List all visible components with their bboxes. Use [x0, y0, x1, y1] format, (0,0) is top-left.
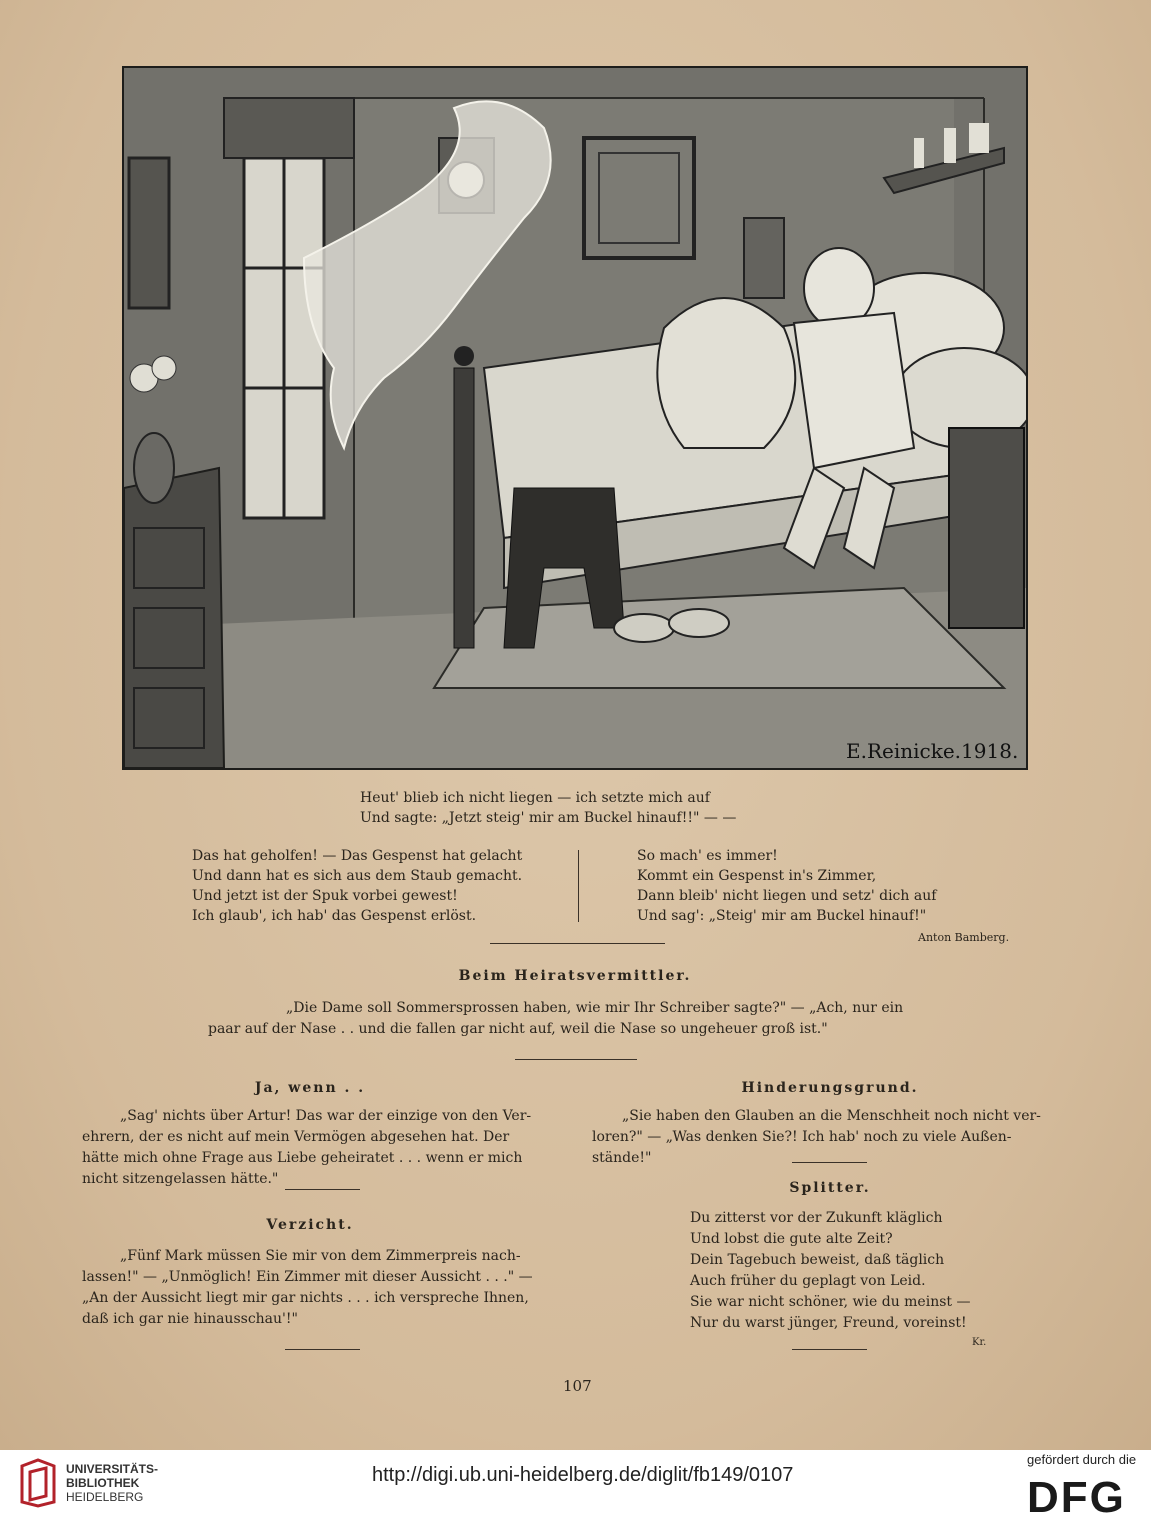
page-number: 107: [563, 1377, 592, 1395]
heiratsvermittler-line-2: paar auf der Nase . . und die fallen gar nicht auf, weil die Nase so ungeheuer groß ist.": [208, 1021, 828, 1037]
section-rule-1: [490, 943, 665, 944]
verzicht-line-4: daß ich gar nie hinausschau'!": [82, 1311, 298, 1327]
splitter-line-3: Dein Tagebuch beweist, daß täglich: [690, 1252, 945, 1268]
heading-hinderungsgrund: Hinderungsgrund.: [741, 1080, 919, 1096]
ja-wenn-line-1: „Sag' nichts über Artur! Das war der einzige von den Ver-: [120, 1108, 532, 1124]
splitter-author: Kr.: [972, 1337, 987, 1348]
hinderungsgrund-line-2: loren?" — „Was denken Sie?! Ich hab' noch zu viele Außen-: [592, 1129, 1012, 1145]
heading-verzicht: Verzicht.: [266, 1217, 354, 1233]
dfg-logo: DFG: [1027, 1473, 1126, 1522]
ja-wenn-line-3: hätte mich ohne Frage aus Liebe geheiratet . . . wenn er mich: [82, 1150, 523, 1166]
section-rule-6: [792, 1349, 867, 1350]
verzicht-line-2: lassen!" — „Unmöglich! Ein Zimmer mit dieser Aussicht . . ." —: [82, 1269, 533, 1285]
poem-left-line-4: Ich glaub', ich hab' das Gespenst erlöst.: [192, 908, 477, 924]
poem-left-line-2: Und dann hat es sich aus dem Staub gemacht.: [192, 868, 523, 884]
artist-signature: E.Reinicke.1918.: [846, 739, 1019, 763]
poem-top-line-1: Heut' blieb ich nicht liegen — ich setzte mich auf: [360, 790, 710, 806]
splitter-line-2: Und lobst die gute alte Zeit?: [690, 1231, 893, 1247]
illustration-drawing: [124, 68, 1026, 768]
section-rule-3: [285, 1189, 360, 1190]
column-divider: [578, 850, 579, 922]
hinderungsgrund-line-1: „Sie haben den Glauben an die Menschheit noch nicht ver-: [622, 1108, 1041, 1124]
poem-left-line-3: Und jetzt ist der Spuk vorbei gewest!: [192, 888, 458, 904]
heading-ja-wenn: Ja, wenn . .: [254, 1080, 366, 1096]
splitter-line-6: Nur du warst jünger, Freund, voreinst!: [690, 1315, 967, 1331]
section-rule-2: [515, 1059, 637, 1060]
verzicht-line-3: „An der Aussicht liegt mir gar nichts . . . ich verspreche Ihnen,: [82, 1290, 529, 1306]
ja-wenn-line-4: nicht sitzengelassen hätte.": [82, 1171, 279, 1187]
library-logo-icon: [18, 1458, 58, 1508]
section-rule-5: [792, 1162, 867, 1163]
library-name-line-2: BIBLIOTHEK: [66, 1476, 140, 1490]
poem-right-line-2: Kommt ein Gespenst in's Zimmer,: [637, 868, 877, 884]
funding-label: gefördert durch die: [1027, 1452, 1137, 1467]
section-rule-4: [285, 1349, 360, 1350]
poem-author: Anton Bamberg.: [918, 931, 1010, 944]
verzicht-line-1: „Fünf Mark müssen Sie mir von dem Zimmerpreis nach-: [120, 1248, 521, 1264]
heading-heiratsvermittler: Beim Heiratsvermittler.: [458, 968, 692, 984]
library-name-line-3: HEIDELBERG: [66, 1490, 144, 1504]
poem-left-line-1: Das hat geholfen! — Das Gespenst hat gelacht: [192, 848, 523, 864]
splitter-line-5: Sie war nicht schöner, wie du meinst —: [690, 1294, 971, 1310]
hinderungsgrund-line-3: stände!": [592, 1150, 652, 1166]
splitter-line-4: Auch früher du geplagt von Leid.: [690, 1273, 926, 1289]
poem-right-line-3: Dann bleib' nicht liegen und setz' dich auf: [637, 888, 937, 904]
ja-wenn-line-2: ehrern, der es nicht auf mein Vermögen abgesehen hat. Der: [82, 1129, 510, 1145]
poem-top-line-2: Und sagte: „Jetzt steig' mir am Buckel hinauf!!" — —: [360, 810, 737, 826]
permalink-url[interactable]: http://digi.ub.uni-heidelberg.de/diglit/fb149/0107: [372, 1464, 794, 1486]
heiratsvermittler-line-1: „Die Dame soll Sommersprossen haben, wie mir Ihr Schreiber sagte?" — „Ach, nur ein: [286, 1000, 904, 1016]
poem-right-line-4: Und sag': „Steig' mir am Buckel hinauf!": [637, 908, 927, 924]
library-name-line-1: UNIVERSITÄTS-: [66, 1462, 159, 1476]
heading-splitter: Splitter.: [789, 1180, 871, 1196]
illustration-ghost-bedroom: [122, 66, 1028, 770]
digitization-footer: [0, 1450, 1151, 1525]
library-name: [66, 1462, 158, 1504]
splitter-line-1: Du zitterst vor der Zukunft kläglich: [690, 1210, 943, 1226]
poem-right-line-1: So mach' es immer!: [637, 848, 778, 864]
